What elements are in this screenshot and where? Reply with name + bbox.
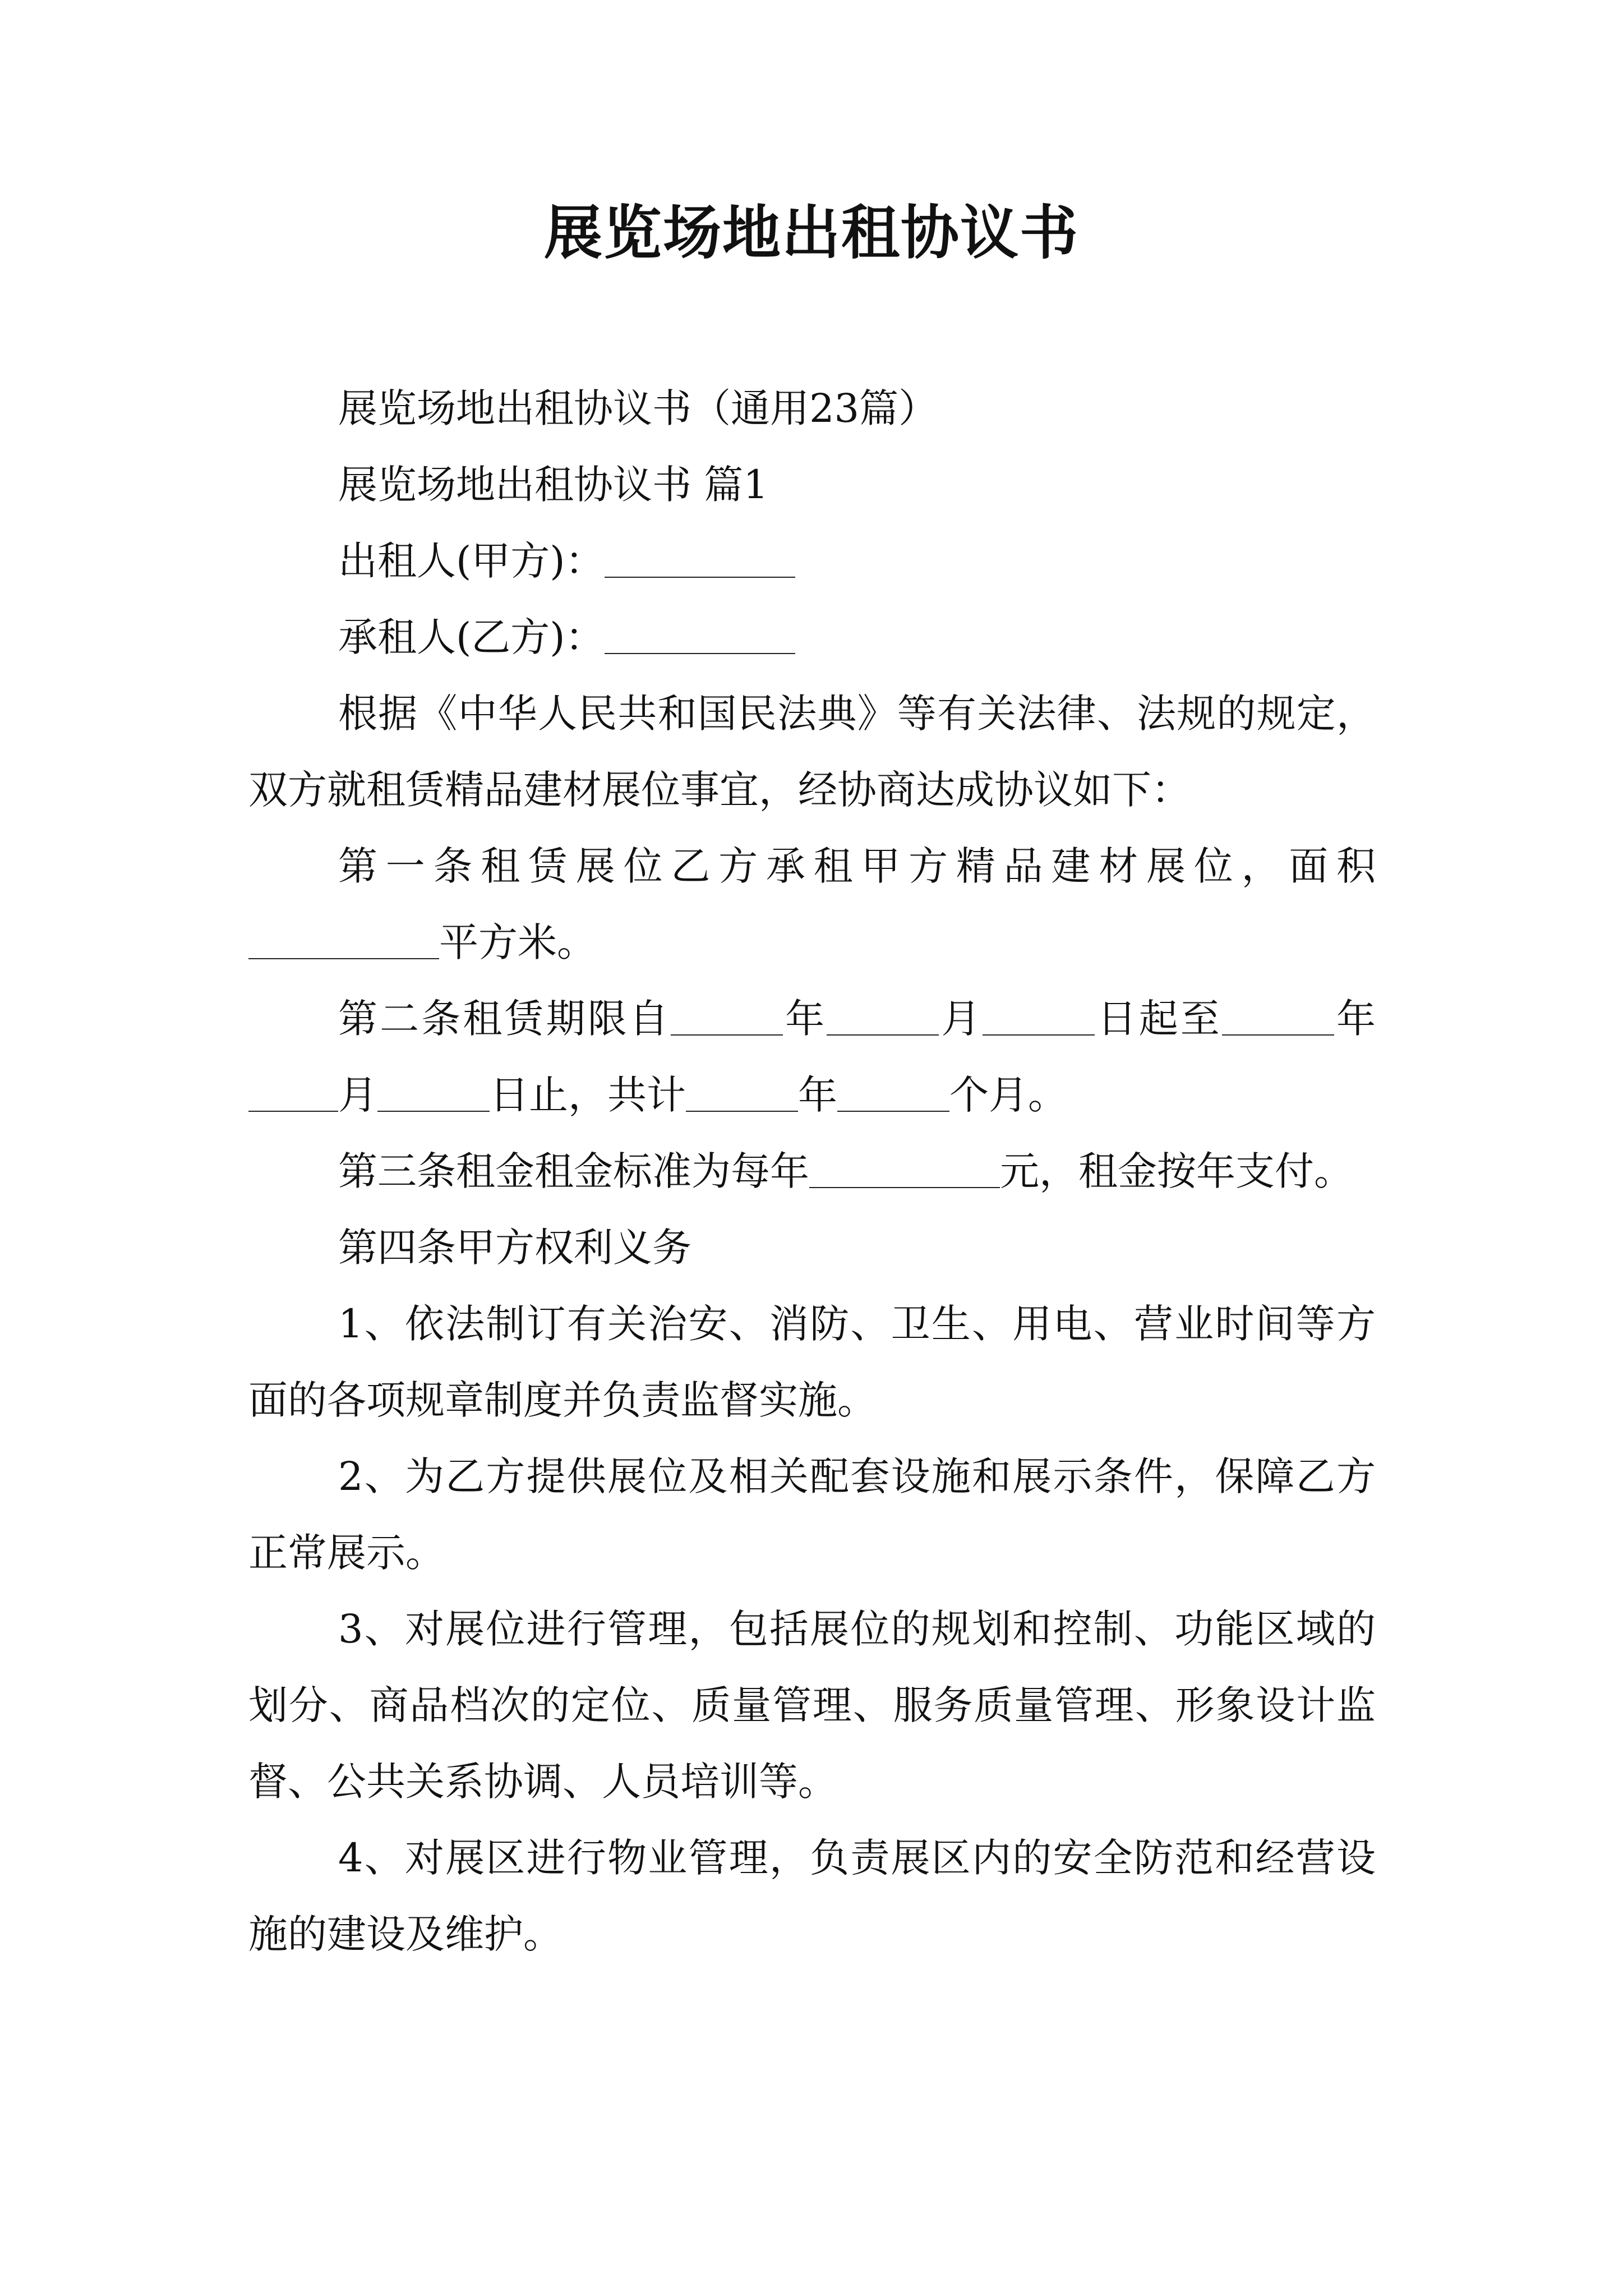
months-label: 个月。 bbox=[949, 1072, 1067, 1118]
subtitle-paragraph: 展览场地出租协议书（通用23篇） bbox=[338, 385, 938, 431]
lessor-label: 出租人(甲方)： bbox=[338, 538, 605, 584]
end-month-blank bbox=[248, 1066, 338, 1112]
document-title: 展览场地出租协议书 bbox=[543, 198, 1079, 267]
start-day-blank bbox=[983, 990, 1095, 1036]
day-from-label: 日起至 bbox=[1095, 996, 1222, 1042]
year2-label: 年 bbox=[1334, 996, 1376, 1042]
article-1 bbox=[248, 828, 1376, 981]
day-to-label: 日止，共计 bbox=[490, 1072, 686, 1118]
article-3-text: 第三条租金租金标准为每年 bbox=[338, 1148, 809, 1194]
total-month-blank bbox=[837, 1066, 949, 1112]
lessee-label: 承租人(乙方)： bbox=[338, 614, 605, 660]
month-label: 月 bbox=[939, 996, 983, 1042]
area-blank bbox=[248, 913, 439, 959]
end-year-blank bbox=[1222, 990, 1334, 1036]
basis-paragraph: 根据《中华人民共和国民法典》等有关法律、法规的规定，双方就租赁精品建材展位事宜，经协商达成协议如下： bbox=[248, 691, 1376, 813]
start-month-blank bbox=[827, 990, 939, 1036]
clause-item-1: 1、依法制订有关治安、消防、卫生、用电、营业时间等方面的各项规章制度并负责监督实施。 bbox=[248, 1301, 1376, 1423]
clause-item-2: 2、为乙方提供展位及相关配套设施和展示条件，保障乙方正常展示。 bbox=[248, 1453, 1376, 1576]
article-1-unit: 平方米。 bbox=[439, 919, 596, 965]
month2-label: 月 bbox=[338, 1072, 377, 1118]
lessor-blank bbox=[605, 532, 795, 578]
lessee-blank bbox=[605, 608, 795, 654]
part-heading: 展览场地出租协议书 篇1 bbox=[338, 462, 768, 508]
document-body bbox=[248, 370, 1376, 1972]
article-1-text: 第一条租赁展位乙方承租甲方精品建材展位，面积 bbox=[338, 843, 1376, 889]
article-2 bbox=[248, 981, 1376, 1133]
year3-label: 年 bbox=[798, 1072, 837, 1118]
lessee-line bbox=[248, 599, 1376, 675]
clause-item-4: 4、对展区进行物业管理，负责展区内的安全防范和经营设施的建设及维护。 bbox=[248, 1835, 1376, 1957]
rent-blank bbox=[809, 1142, 1000, 1188]
article-3-tail: 元，租金按年支付。 bbox=[1000, 1148, 1353, 1194]
start-year-blank bbox=[671, 990, 783, 1036]
year-label: 年 bbox=[782, 996, 827, 1042]
article-2-text: 第二条租赁期限自 bbox=[338, 996, 671, 1042]
end-day-blank bbox=[377, 1066, 490, 1112]
clause-item-3: 3、对展位进行管理，包括展位的规划和控制、功能区域的划分、商品档次的定位、质量管理、服务质量管理、形象设计监督、公共关系协调、人员培训等。 bbox=[248, 1606, 1376, 1805]
article-4-heading: 第四条甲方权利义务 bbox=[338, 1225, 691, 1271]
total-year-blank bbox=[686, 1066, 798, 1112]
article-3 bbox=[248, 1133, 1376, 1209]
lessor-line bbox=[248, 523, 1376, 599]
